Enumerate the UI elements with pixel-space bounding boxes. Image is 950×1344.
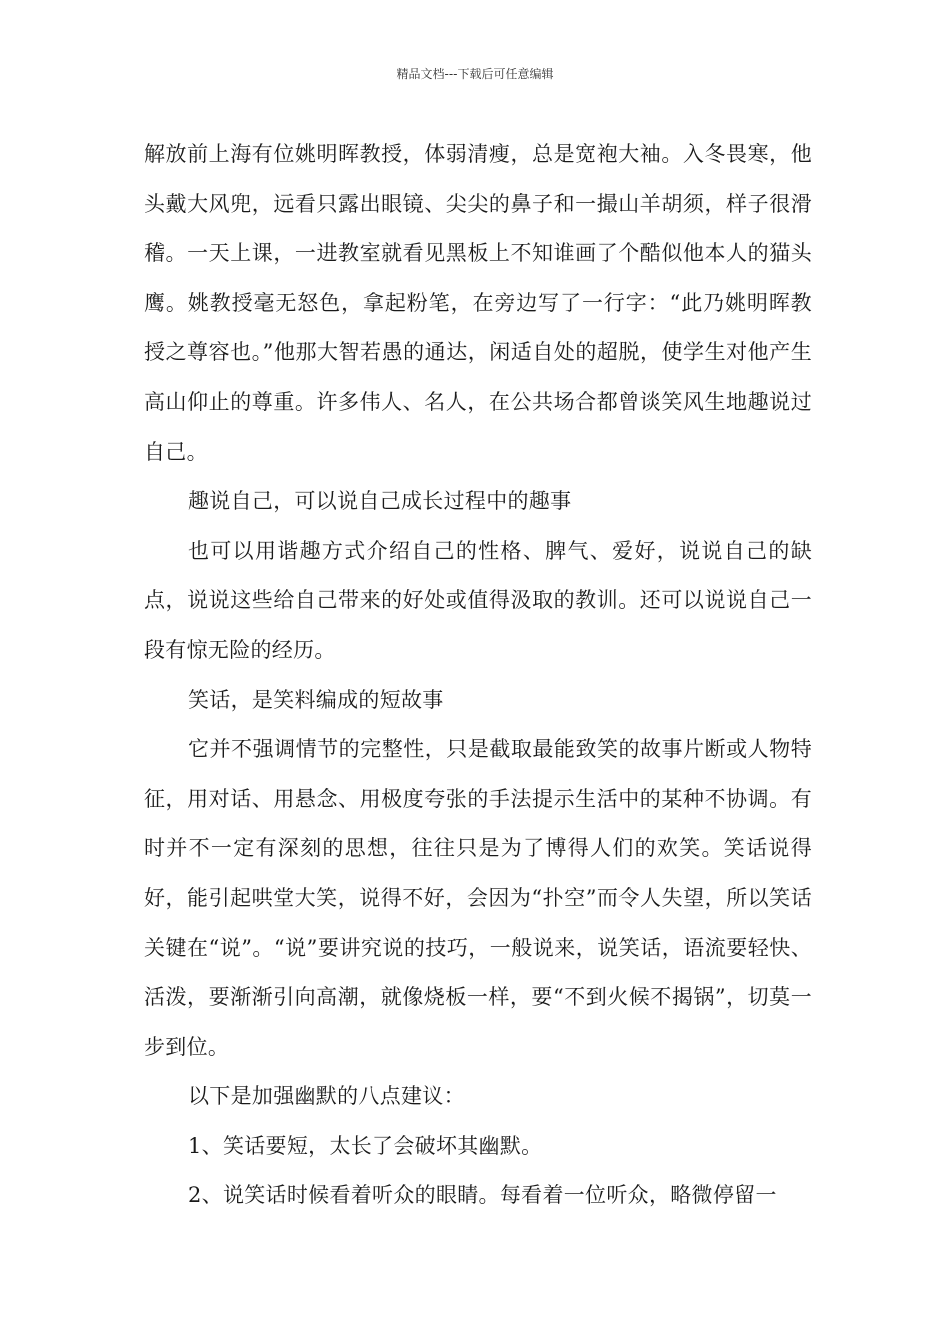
paragraph-tip-2: 2、说笑话时候看着听众的眼睛。每看着一位听众，略微停留一 — [188, 1183, 777, 1208]
paragraph-heading-jokes: 笑话，是笑料编成的短故事 — [188, 687, 444, 712]
paragraph-self-description: 也可以用谐趣方式介绍自己的性格、脾气、爱好，说说自己的缺点，说说这些给自己带来的好处或值得汲取的教训。还可以说说自己一段有惊无险的经历。 — [144, 538, 812, 662]
paragraph-anecdote: 解放前上海有位姚明晖教授，体弱清瘦，总是宽袍大袖。入冬畏寒，他头戴大风兜，远看只露出眼镜、尖尖的鼻子和一撮山羊胡须，样子很滑稽。一天上课，一进教室就看见黑板上不知谁画了个酷似他本人的猫头鹰。姚教授毫无怒色，拿起粉笔，在旁边写了一行字：“此乃姚明晖教授之尊容也。”他那大智若愚的通达，闲适自处的超脱，使学生对他产生高山仰止的尊重。许多伟人、名人，在公共场合都曾谈笑风生地趣说过自己。 — [144, 142, 812, 464]
paragraph-heading-self-talk: 趣说自己，可以说自己成长过程中的趣事 — [188, 489, 572, 514]
paragraph-jokes-explanation: 它并不强调情节的完整性，只是截取最能致笑的故事片断或人物特征，用对话、用悬念、用极度夸张的手法提示生活中的某种不协调。有时并不一定有深刻的思想，往往只是为了博得人们的欢笑。笑话说得好，能引起哄堂大笑，说得不好，会因为“扑空”而令人失望，所以笑话关键在“说”。“说”要讲究说的技巧，一般说来，说笑话，语流要轻快、活泼，要渐渐引向高潮，就像烧板一样，要“不到火候不揭锅”，切莫一步到位。 — [144, 737, 812, 1059]
page-header: 精品文档---下载后可任意编辑 — [396, 67, 554, 81]
paragraph-tip-1: 1、笑话要短，太长了会破坏其幽默。 — [188, 1133, 543, 1158]
paragraph-tips-intro: 以下是加强幽默的八点建议： — [188, 1084, 465, 1109]
document-body — [144, 130, 812, 1221]
